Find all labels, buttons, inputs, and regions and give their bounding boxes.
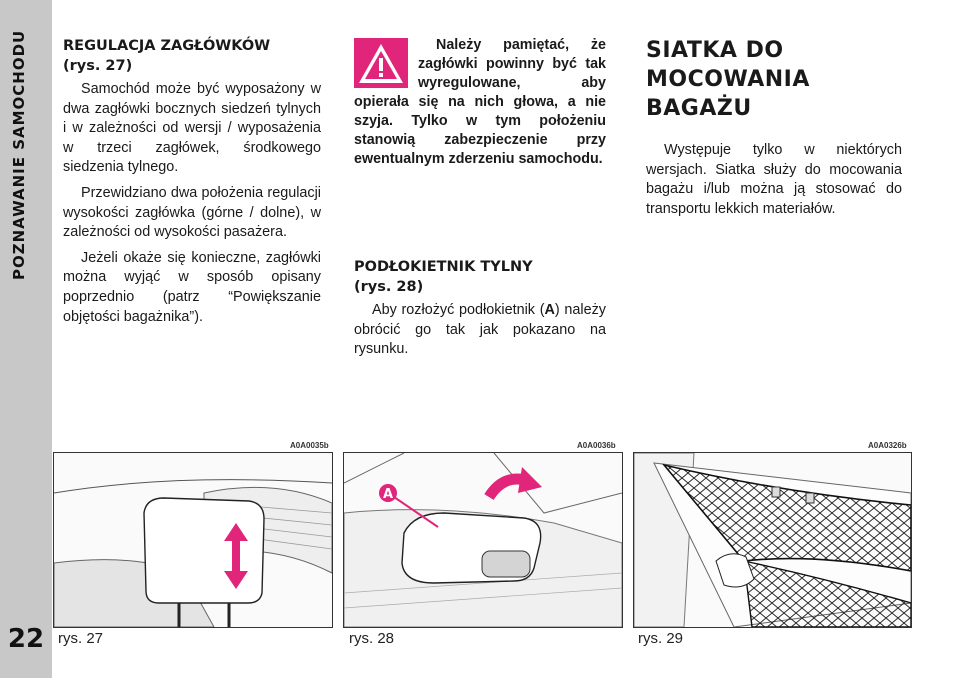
column-luggage-net xyxy=(646,36,902,225)
armrest-heading xyxy=(354,257,606,297)
armrest-paragraph xyxy=(354,301,606,360)
warning-icon xyxy=(354,38,408,88)
headrest-heading-title: REGULACJA ZAGŁÓWKÓW xyxy=(63,38,271,54)
net-heading-line-2: MOCOWANIA BAGAŻU xyxy=(646,67,810,121)
net-heading xyxy=(646,36,902,123)
headrest-heading xyxy=(63,36,321,76)
armrest-illustration xyxy=(344,453,622,627)
armrest-label-a: A xyxy=(544,302,555,318)
column-headrests xyxy=(63,36,321,333)
headrest-paragraph-1: Samochód może być wyposażony w dwa zagłówki bocznych siedzeń tylnych i w zależności od wersji / wyposażenia w trzeci zagłówek, środkowego siedzenia tylnego. xyxy=(63,81,321,176)
figure-code-29: A0A0326b xyxy=(868,441,907,450)
armrest-heading-title: PODŁOKIETNIK TYLNY xyxy=(354,259,533,275)
warning-text: Należy pamiętać, że zagłówki powinny być tak wyregulowane, aby opierała się na nich głowa, a nie szyja. Tylko w tym położeniu stanowią zabezpieczenie przy ewentualnym zderzeniu samochodu. xyxy=(354,37,606,167)
figure-luggage-net xyxy=(633,452,912,628)
column-armrest xyxy=(354,36,606,366)
luggage-net-illustration xyxy=(634,453,911,627)
armrest-heading-ref: (rys. 28) xyxy=(354,279,424,295)
section-title: POZNAWANIE SAMOCHODU xyxy=(10,30,28,281)
figure-code-28: A0A0036b xyxy=(577,441,616,450)
figure-callout-a: A xyxy=(382,487,394,502)
figure-armrest xyxy=(343,452,623,628)
sidebar xyxy=(0,0,52,678)
headrest-paragraph-3: Jeżeli okaże się konieczne, zagłówki można wyjąć w sposób opisany poprzednio (patrz “Powiększanie objętości bagażnika”). xyxy=(63,249,321,325)
warning-box xyxy=(354,36,606,169)
net-paragraph: Występuje tylko w niektórych wersjach. Siatka służy do mocowania bagażu i/lub można ją stosować do transportu lekkich materiałów. xyxy=(646,142,902,217)
page-number: 22 xyxy=(7,624,45,654)
figure-caption-27: rys. 27 xyxy=(58,630,104,647)
net-heading-line-1: SIATKA DO xyxy=(646,38,784,63)
armrest-text-before: Aby rozłożyć podłokietnik ( xyxy=(372,302,545,318)
armrest-text-after: ) należy obrócić go tak jak pokazano na rysunku. xyxy=(354,302,606,358)
figure-headrest xyxy=(53,452,333,628)
figure-code-27: A0A0035b xyxy=(290,441,329,450)
figure-caption-28: rys. 28 xyxy=(349,630,395,647)
headrest-illustration xyxy=(54,453,332,627)
headrest-paragraph-2: Przewidziano dwa położenia regulacji wysokości zagłówka (górne / dolne), w zależności od wysokości pasażera. xyxy=(63,184,321,241)
figure-caption-29: rys. 29 xyxy=(638,630,684,647)
headrest-heading-ref: (rys. 27) xyxy=(63,58,133,74)
